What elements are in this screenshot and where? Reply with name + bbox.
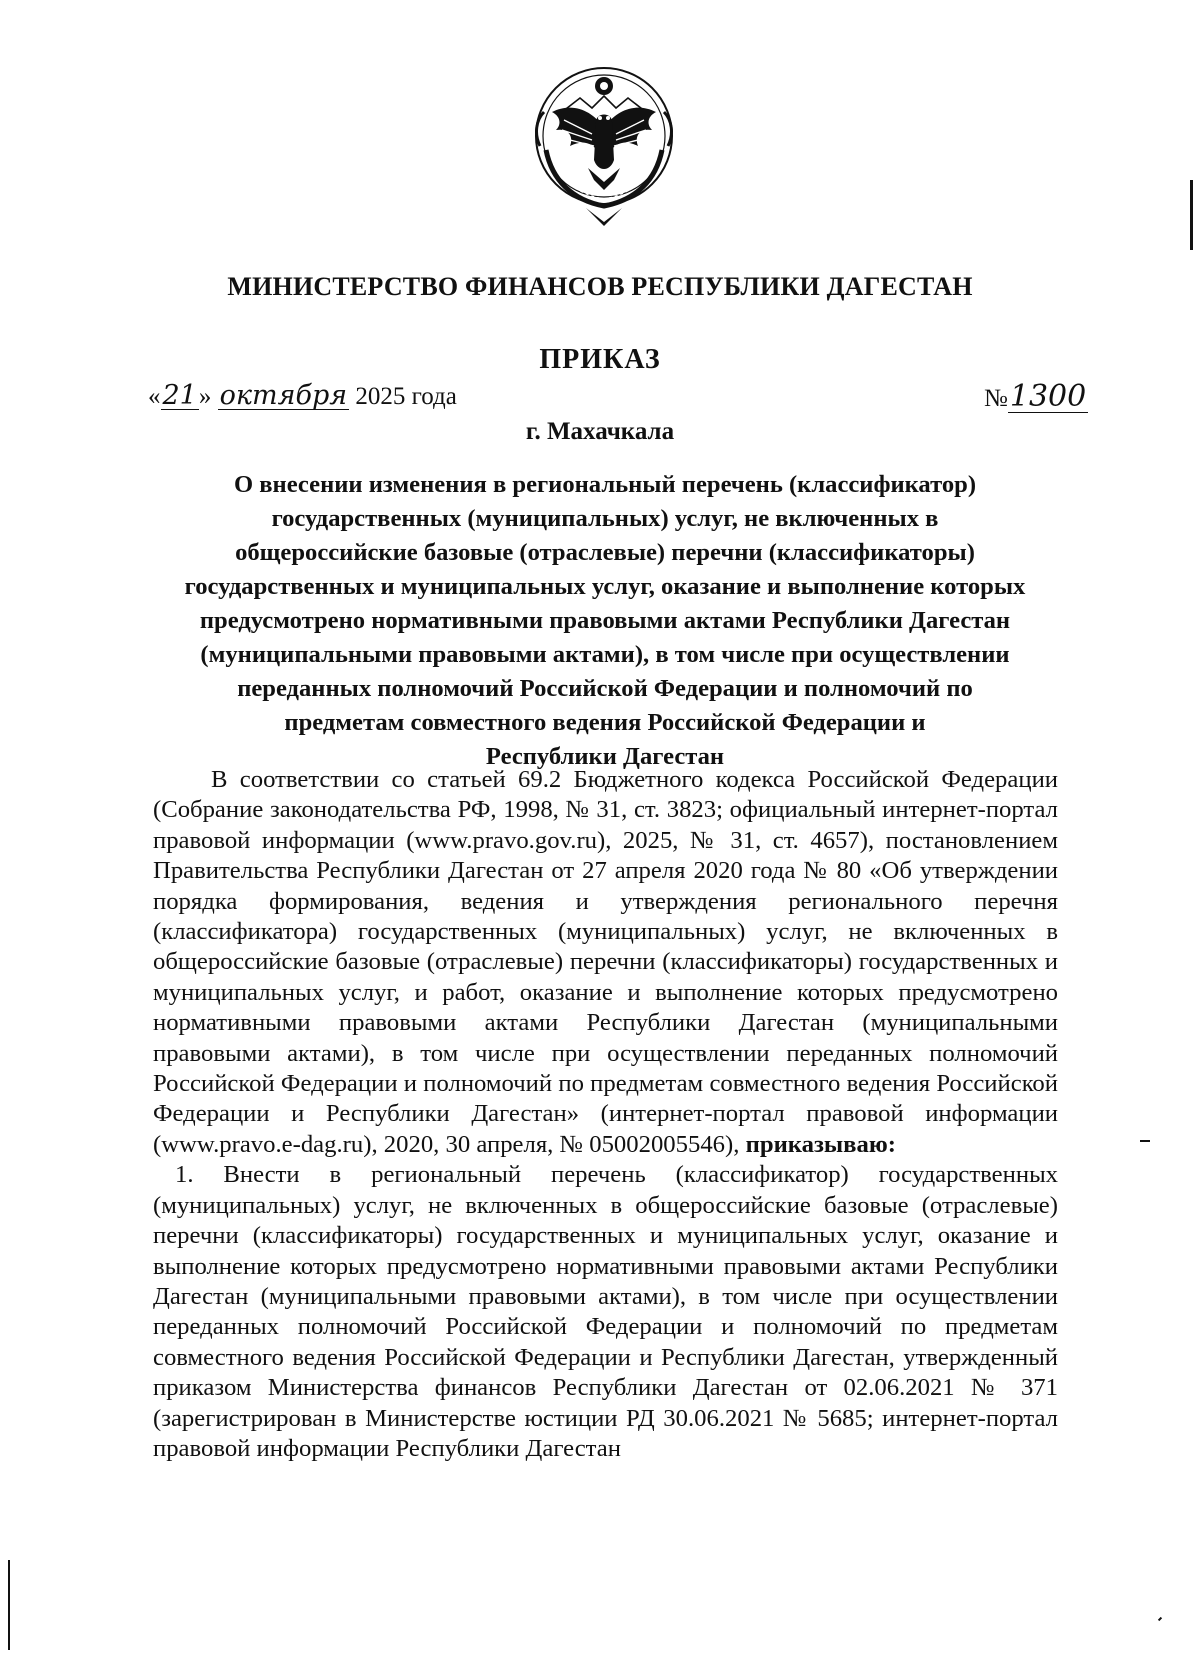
order-word: приказываю:: [745, 1130, 896, 1158]
item-1-paragraph: 1. Внести в региональный перечень (классификатор) государственных (муниципальных) услуг, не включенных в общероссийские базовые (отраслевые) перечни (классификаторы) государственных и муниципальных услуг, оказание и выполнение которых предусмотрено нормативными правовыми актами Республики Дагестан (муниципальными правовыми актами), в том числе при осуществлении переданных полномочий Российской Федерации и полномочий по предметам совместного ведения Российской Федерации и Республики Дагестан, утвержденный приказом Министерства финансов Республики Дагестан от 02.06.2021 № 371 (зарегистрирован в Министерстве юстиции РД 30.06.2021 № 5685; интернет-портал правовой информации Республики Дагестан: [153, 1161, 1058, 1462]
dagestan-coat-of-arms-icon: [522, 50, 686, 228]
title-line: (муниципальными правовыми актами), в том числе при осуществлении: [200, 641, 1010, 668]
title-line: общероссийские базовые (отраслевые) перечни (классификаторы): [235, 539, 975, 566]
document-type-heading: ПРИКАЗ: [539, 344, 661, 375]
number-value-handwritten: 1300: [1009, 379, 1087, 414]
date-close-quote: »: [198, 383, 212, 410]
title-line: государственных (муниципальных) услуг, не включенных в: [271, 505, 939, 532]
order-body: [153, 765, 1058, 1464]
date-day-handwritten: 21: [162, 380, 197, 411]
title-line: Республики Дагестан: [485, 743, 725, 770]
order-title: [150, 468, 1060, 774]
preamble-text: В соответствии со статьей 69.2 Бюджетного кодекса Российской Федерации (Собрание законодательства РФ, 1998, № 31, ст. 3823; официальный интернет-портал правовой информации (www.pravo.gov.ru), 2025, № 31, ст. 4657), постановлением Правительства Республики Дагестан от 27 апреля 2020 года № 80 «Об утверждении порядка формирования, ведения и утверждения регионального перечня (классификатора) государственных (муниципальных) услуг, не включенных в общероссийские базовые (отраслевые) перечни (классификаторы) государственных и муниципальных услуг, и работ, оказание и выполнение которых предусмотрено нормативными правовыми актами Республики Дагестан (муниципальными правовыми актами), в том числе при осуществлении переданных полномочий Российской Федерации и полномочий по предметам совместного ведения Российской Федерации и Республики Дагестан» (интернет-портал правовой информации (www.pravo.e-dag.ru), 2020, 30 апреля, № 05002005546),: [153, 766, 1058, 1158]
scan-edge-mark: [1158, 1617, 1162, 1621]
preamble-paragraph: [153, 765, 1058, 1160]
title-line: предусмотрено нормативными правовыми актами Республики Дагестан: [199, 607, 1011, 634]
date-month-handwritten: октября: [219, 380, 348, 411]
ministry-name: МИНИСТЕРСТВО ФИНАНСОВ РЕСПУБЛИКИ ДАГЕСТАН: [227, 272, 973, 301]
order-number: [984, 379, 1088, 414]
number-prefix: №: [984, 385, 1008, 412]
city-name: г. Махачкала: [525, 418, 675, 445]
date-open-quote: «: [148, 383, 161, 410]
title-line: О внесении изменения в региональный перечень (классификатор): [233, 471, 977, 498]
date-year: 2025 года: [355, 383, 457, 410]
title-line: государственных и муниципальных услуг, оказание и выполнение которых: [184, 573, 1026, 600]
scan-edge-mark: [1140, 1140, 1150, 1142]
title-line: предметам совместного ведения Российской Федерации и: [284, 709, 926, 736]
title-line: переданных полномочий Российской Федерации и полномочий по: [237, 675, 973, 702]
scan-edge-mark: [8, 1560, 10, 1650]
order-date: [148, 382, 457, 411]
scan-edge-mark: [1190, 180, 1193, 250]
